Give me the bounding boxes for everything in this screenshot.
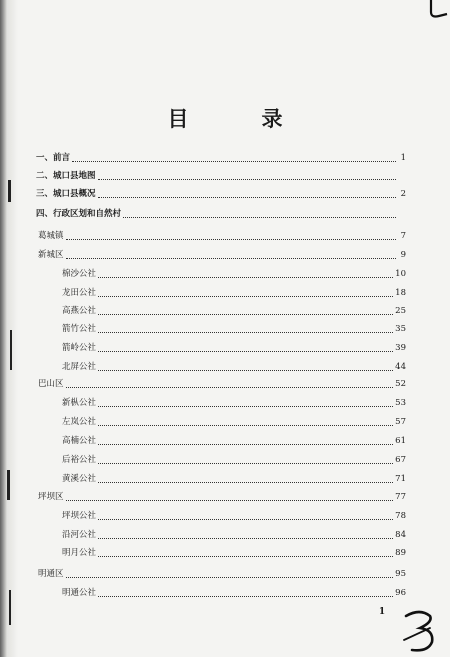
scan-artifact xyxy=(8,180,11,202)
toc-entry-page: 1 xyxy=(400,153,406,163)
page-title: 目 录 xyxy=(167,106,309,131)
toc-dot-leader xyxy=(98,519,393,520)
toc-entry xyxy=(62,266,406,282)
toc-dot-leader xyxy=(98,296,393,297)
toc-dot-leader xyxy=(123,217,396,218)
toc-entry-label: 棉沙公社 xyxy=(62,269,97,279)
toc-entry-label: 后裕公社 xyxy=(62,455,97,465)
toc-entry-page: 78 xyxy=(395,511,406,521)
toc-dot-leader xyxy=(98,406,393,407)
toc-entry-page: 2 xyxy=(400,189,406,199)
toc-entry-label: 四、行政区划和自然村 xyxy=(36,209,122,219)
toc-entry xyxy=(62,340,406,356)
toc-entry-page: 52 xyxy=(395,379,406,389)
toc-entry xyxy=(62,321,406,337)
toc-dot-leader xyxy=(98,370,393,371)
toc-dot-leader xyxy=(98,556,393,557)
toc-entry-label: 高楠公社 xyxy=(62,436,97,446)
toc-dot-leader xyxy=(98,332,393,333)
toc-entry-page: 35 xyxy=(395,324,406,334)
toc-entry xyxy=(62,359,406,375)
toc-entry-label: 三、城口县概况 xyxy=(36,189,96,199)
toc-entry xyxy=(62,545,406,561)
toc-entry-label: 明通区 xyxy=(38,569,64,579)
toc-dot-leader xyxy=(98,444,393,445)
toc-dot-leader xyxy=(66,239,396,240)
toc-entry-label: 坪坝公社 xyxy=(62,511,97,521)
corner-scan-mark xyxy=(425,0,450,22)
toc-entry-page: 96 xyxy=(395,588,406,598)
toc-entry xyxy=(36,206,406,222)
toc-entry xyxy=(62,527,406,543)
toc-entry-label: 黄溪公社 xyxy=(62,474,97,484)
toc-dot-leader xyxy=(66,577,394,578)
toc-entry-page: 61 xyxy=(395,436,406,446)
toc-entry xyxy=(62,452,406,468)
toc-entry-label: 北屏公社 xyxy=(62,362,97,372)
toc-dot-leader xyxy=(66,387,394,388)
toc-entry-label: 龙田公社 xyxy=(62,288,97,298)
scan-artifact xyxy=(9,590,11,625)
toc-dot-leader xyxy=(66,500,394,501)
toc-entry xyxy=(62,585,406,601)
toc-entry xyxy=(62,508,406,524)
toc-entry-page: 67 xyxy=(395,455,406,465)
toc-entry-label: 沿河公社 xyxy=(62,530,97,540)
scan-artifact xyxy=(10,330,12,370)
toc-entry xyxy=(36,168,406,184)
toc-entry-page: 7 xyxy=(400,231,406,241)
toc-entry xyxy=(36,186,406,202)
toc-entry-page: 89 xyxy=(395,548,406,558)
toc-entry-page: 95 xyxy=(395,569,406,579)
toc-entry-page: 9 xyxy=(400,250,406,260)
scan-binding-edge xyxy=(0,0,22,657)
toc-entry xyxy=(36,150,406,166)
toc-entry-page: 57 xyxy=(395,417,406,427)
toc-entry-page: 71 xyxy=(395,474,406,484)
toc-entry-page: 84 xyxy=(395,530,406,540)
toc-dot-leader xyxy=(98,425,393,426)
toc-entry-label: 一、前言 xyxy=(36,153,71,163)
toc-dot-leader xyxy=(98,538,393,539)
toc-entry-label: 新城区 xyxy=(38,250,64,260)
toc-entry xyxy=(62,285,406,301)
toc-entry-label: 明通公社 xyxy=(62,588,97,598)
toc-entry xyxy=(38,489,406,505)
toc-entry-page: 25 xyxy=(395,306,406,316)
toc-dot-leader xyxy=(98,482,393,483)
handwritten-mark xyxy=(400,610,440,655)
toc-entry-page: 10 xyxy=(395,269,406,279)
toc-entry-label: 二、城口县地图 xyxy=(36,171,96,181)
toc-entry-label: 明月公社 xyxy=(62,548,97,558)
toc-entry-label: 新枞公社 xyxy=(62,398,97,408)
toc-dot-leader xyxy=(98,351,393,352)
toc-dot-leader xyxy=(66,258,396,259)
toc-entry xyxy=(62,471,406,487)
toc-entry xyxy=(62,395,406,411)
toc-entry xyxy=(62,303,406,319)
scan-artifact xyxy=(7,470,10,500)
toc-dot-leader xyxy=(98,596,393,597)
toc-entry-label: 高燕公社 xyxy=(62,306,97,316)
toc-dot-leader xyxy=(98,197,396,198)
toc-entry-page: 53 xyxy=(395,398,406,408)
toc-entry-page: 77 xyxy=(395,492,406,502)
toc-entry-label: 巴山区 xyxy=(38,379,64,389)
toc-dot-leader xyxy=(98,179,396,180)
toc-entry xyxy=(38,247,406,263)
toc-entry xyxy=(62,433,406,449)
toc-entry xyxy=(62,414,406,430)
toc-dot-leader xyxy=(98,277,393,278)
toc-entry-label: 坪坝区 xyxy=(38,492,64,502)
toc-entry xyxy=(38,566,406,582)
toc-entry xyxy=(38,376,406,392)
toc-entry-label: 葛城镇 xyxy=(38,231,64,241)
page-folio: 1 xyxy=(378,607,386,617)
toc-dot-leader xyxy=(98,314,393,315)
toc-entry-label: 箭岭公社 xyxy=(62,343,97,353)
toc-dot-leader xyxy=(72,161,396,162)
toc-entry-page: 18 xyxy=(395,288,406,298)
toc-entry xyxy=(38,228,406,244)
toc-entry-page: 44 xyxy=(395,362,406,372)
toc-entry-label: 左岚公社 xyxy=(62,417,97,427)
toc-dot-leader xyxy=(98,463,393,464)
toc-entry-page: 39 xyxy=(395,343,406,353)
toc-entry-label: 箭竹公社 xyxy=(62,324,97,334)
